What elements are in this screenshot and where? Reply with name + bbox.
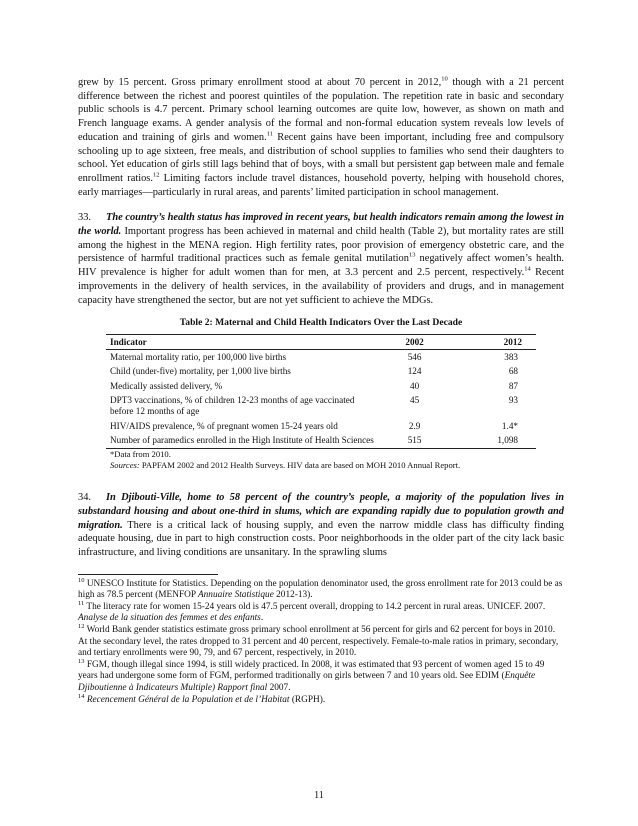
italic-run: Recencement Général de la Population et de l’Habitat	[86, 694, 290, 705]
text-run: FGM, though illegal since 1994, is still widely practiced. In 2008, it was estimated that 93 percent of women aged 15 to 49 years had undergone some form of FGM, performed traditionally on girls between 7 and 10 years old. See EDIM (	[78, 659, 545, 682]
table-row	[106, 419, 536, 433]
footnote	[78, 622, 564, 660]
text-run: The literacy rate for women 15-24 years old is 47.5 percent overall, dropping to 14.2 percent in rural areas. UNICEF. 2007.	[84, 601, 546, 612]
column-header-2002: 2002	[378, 335, 448, 350]
indicator-cell: DPT3 vaccinations, % of children 12-23 months of age vaccinated before 12 months of age	[110, 394, 355, 417]
indicator-cell: Maternal mortality ratio, per 100,000 live births	[110, 351, 287, 362]
text-run: grew by 15 percent. Gross primary enrollment stood at about 70 percent in 2012,	[78, 77, 442, 88]
table-row	[106, 365, 536, 379]
table-note: *Data from 2010.	[110, 449, 171, 460]
footnote	[78, 657, 564, 695]
health-indicators-table	[106, 334, 536, 449]
value-2002-cell: 40	[409, 380, 420, 391]
indicator-cell: Number of paramedics enrolled in the High Institute of Health Sciences	[106, 434, 378, 449]
value-2002-cell: 124	[407, 366, 422, 377]
italic-run: Annuaire Statistique	[197, 590, 274, 601]
text-run: 2007.	[267, 682, 291, 693]
indicator-cell: Medically assisted delivery, %	[110, 380, 223, 391]
footnote-divider	[78, 574, 218, 575]
table-row	[106, 379, 536, 393]
table-source	[110, 460, 564, 471]
text-run: (RGPH).	[289, 694, 326, 705]
footnote-ref[interactable]: 12	[152, 171, 160, 179]
paragraph-33	[78, 211, 564, 307]
source-text: PAPFAM 2002 and 2012 Health Surveys. HIV data are based on MOH 2010 Annual Report.	[139, 460, 461, 471]
paragraph-lead: In Djibouti-Ville, home to 58 percent of the country’s people, a majority of the population lives in substandard housing and about one-third in slums, which are expanding rapidly due to population growth and migration.	[78, 492, 564, 531]
paragraph-lead: The country’s health status has improved in recent years, but health indicators remain among the lowest in the world.	[78, 212, 564, 238]
text-run: There is a critical lack of housing supply, and even the narrow middle class has difficulty finding adequate housing, due in part to high construction costs. Poor neighborhoods in the older part of the city lack basic infrastructure, and living conditions are unsanitary. In the sprawling slums	[78, 519, 564, 558]
text-run: World Bank gender statistics estimate gross primary school enrollment at 56 percent for girls and 62 percent for boys in 2010. At the secondary level, the rates dropped to 31 percent and 40 percent, respectively. Female-to-male ratios in primary, secondary, and tertiary enrollments were 90, 79, and 67 percent, respectively, in 2010.	[78, 624, 559, 659]
footnote-number: 13	[78, 657, 85, 665]
text-run: 2012-13).	[273, 590, 313, 601]
footnote	[78, 576, 564, 602]
paragraph-number: 33.	[78, 212, 91, 224]
footnote-ref[interactable]: 11	[266, 130, 273, 138]
paragraph-continued	[78, 76, 564, 199]
text-run: Important progress has been achieved in maternal and child health (Table 2), but mortality rates are still among the highest in the MENA region. High fertility rates, poor provision of emergency obstetric care, and the persistence of harmful traditional practices such as female genital mutilation	[78, 226, 564, 265]
indicator-cell: HIV/AIDS prevalence, % of pregnant women 15-24 years old	[110, 420, 338, 431]
footnote-number: 14	[78, 692, 85, 700]
value-2012-cell: 383	[504, 351, 518, 362]
value-2002-cell: 45	[409, 394, 420, 405]
source-label: Sources:	[110, 460, 140, 471]
table-header-row	[106, 335, 536, 350]
footnote	[78, 692, 564, 707]
paragraph-number: 34.	[78, 492, 91, 504]
column-header-2012: 2012	[449, 335, 536, 350]
text-run: UNESCO Institute for Statistics. Depending on the population denominator used, the gross enrollment rate for 2013 could be as high as 78.5 percent (MENFOP	[78, 578, 563, 601]
text-run: Limiting factors include travel distances, household poverty, helping with household chores, early marriages—particularly in rural areas, and parents’ limited participation in school management.	[78, 172, 564, 198]
page-number: 11	[314, 790, 324, 801]
footnote-ref[interactable]: 13	[408, 251, 416, 259]
value-2012-cell: 68	[508, 366, 518, 377]
indicator-cell: Child (under-five) mortality, per 1,000 live births	[110, 366, 291, 377]
footnote-number: 11	[78, 599, 85, 607]
table-caption: Table 2: Maternal and Child Health Indicators Over the Last Decade	[179, 317, 463, 329]
value-2012-cell: 1.4*	[501, 420, 518, 431]
table-row	[106, 350, 536, 365]
table-row	[106, 434, 536, 449]
footnote-ref[interactable]: 10	[441, 75, 448, 83]
text-run: negatively affect women’s health. HIV prevalence is higher for adult women than for men, at 3.3 percent and 2.5 percent, respectively.	[78, 253, 564, 279]
footnote-number: 10	[78, 576, 85, 584]
table-row	[106, 393, 536, 419]
document-page	[78, 76, 564, 706]
value-2002-cell: 546	[407, 351, 422, 362]
text-run: Recent gains have been important, including free and compulsory schooling up to age sixteen, free meals, and distribution of school supplies to families who send their daughters to school. Yet education of girls still lags behind that of boys, with a small but persistent gap between male and female enrollment ratios.	[78, 131, 564, 184]
footnote-number: 12	[78, 622, 85, 630]
column-header-indicator: Indicator	[106, 335, 378, 350]
text-run: .	[260, 613, 264, 624]
footnote	[78, 599, 564, 625]
paragraph-34	[78, 491, 564, 560]
footnote-ref[interactable]: 14	[524, 265, 531, 273]
value-2002-cell: 515	[378, 434, 448, 449]
text-run: though with a 21 percent difference between the richest and poorest quintiles of the population. The repetition rate in basic and secondary public schools is 4.7 percent. Primary school learning outcomes are quite low, however, as shown on math and French language exams. A gender analysis of the formal and non-formal education system reveals low levels of education and training of girls and women.	[78, 77, 564, 143]
italic-run: Analyse de la situation des femmes et des enfants	[78, 613, 261, 624]
value-2012-cell: 87	[508, 380, 518, 391]
value-2012-cell: 93	[508, 394, 518, 405]
text-run: Recent improvements in the delivery of health services, in the availability of providers and drugs, and in management capacity have strengthened the sector, but are not yet sufficient to achieve the MDGs.	[78, 267, 564, 306]
value-2002-cell: 2.9	[408, 420, 421, 431]
value-2012-cell: 1,098	[449, 434, 536, 449]
italic-run: Enquête Djiboutienne à Indicateurs Multiple) Rapport final	[78, 671, 536, 693]
